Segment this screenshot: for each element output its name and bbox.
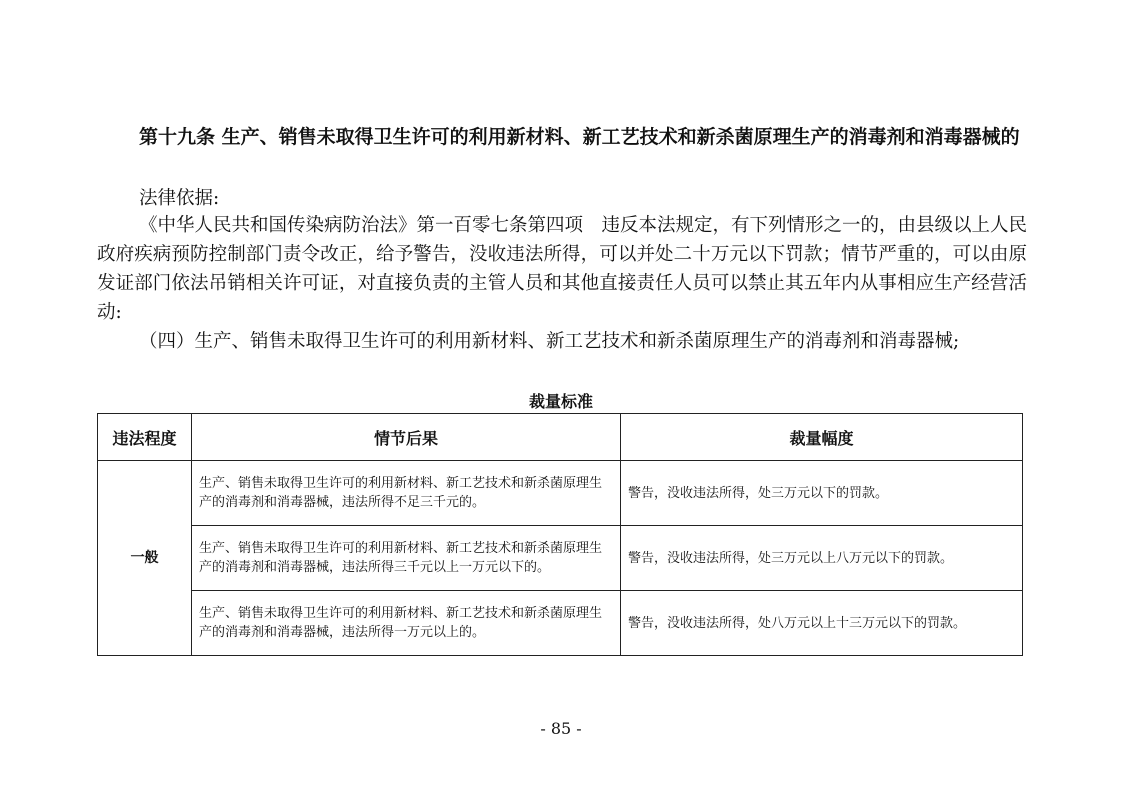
table-caption: 裁量标准 — [528, 392, 593, 411]
penalty-cell: 警告，没收违法所得，处三万元以下的罚款。 — [621, 461, 1023, 526]
circumstance-cell: 生产、销售未取得卫生许可的利用新材料、新工艺技术和新杀菌原理生产的消毒剂和消毒器械，违法所得三千元以上一万元以下的。 — [192, 526, 621, 591]
law-item-paragraph: （四）生产、销售未取得卫生许可的利用新材料、新工艺技术和新杀菌原理生产的消毒剂和消毒器械; — [139, 331, 960, 352]
legal-basis-label: 法律依据: — [139, 188, 220, 209]
table-header-row — [98, 414, 1023, 461]
circumstance-cell: 生产、销售未取得卫生许可的利用新材料、新工艺技术和新杀菌原理生产的消毒剂和消毒器械，违法所得不足三千元的。 — [192, 461, 621, 526]
penalty-cell: 警告，没收违法所得，处三万元以上八万元以下的罚款。 — [621, 526, 1023, 591]
discretion-standard-table — [97, 413, 1023, 656]
header-violation-level: 违法程度 — [98, 414, 192, 461]
table-row — [98, 526, 1023, 591]
table-row — [98, 591, 1023, 656]
circumstance-cell: 生产、销售未取得卫生许可的利用新材料、新工艺技术和新杀菌原理生产的消毒剂和消毒器械，违法所得一万元以上的。 — [192, 591, 621, 656]
page-number: - 85 - — [540, 719, 582, 738]
penalty-cell: 警告，没收违法所得，处八万元以上十三万元以下的罚款。 — [621, 591, 1023, 656]
header-circumstance: 情节后果 — [192, 414, 621, 461]
article-title: 第十九条 生产、销售未取得卫生许可的利用新材料、新工艺技术和新杀菌原理生产的消毒剂和消毒器械的 — [139, 126, 1020, 148]
header-penalty-range: 裁量幅度 — [621, 414, 1023, 461]
law-citation-paragraph: 《中华人民共和国传染病防治法》第一百零七条第四项 违反本法规定，有下列情形之一的，由县级以上人民政府疾病预防控制部门责令改正，给予警告，没收违法所得，可以并处二十万元以下罚款；情节严重的，可以由原发证部门依法吊销相关许可证，对直接负责的主管人员和其他直接责任人员可以禁止其五年内从事相应生产经营活动: — [97, 215, 1028, 323]
violation-level-cell: 一般 — [98, 461, 192, 656]
table-row — [98, 461, 1023, 526]
